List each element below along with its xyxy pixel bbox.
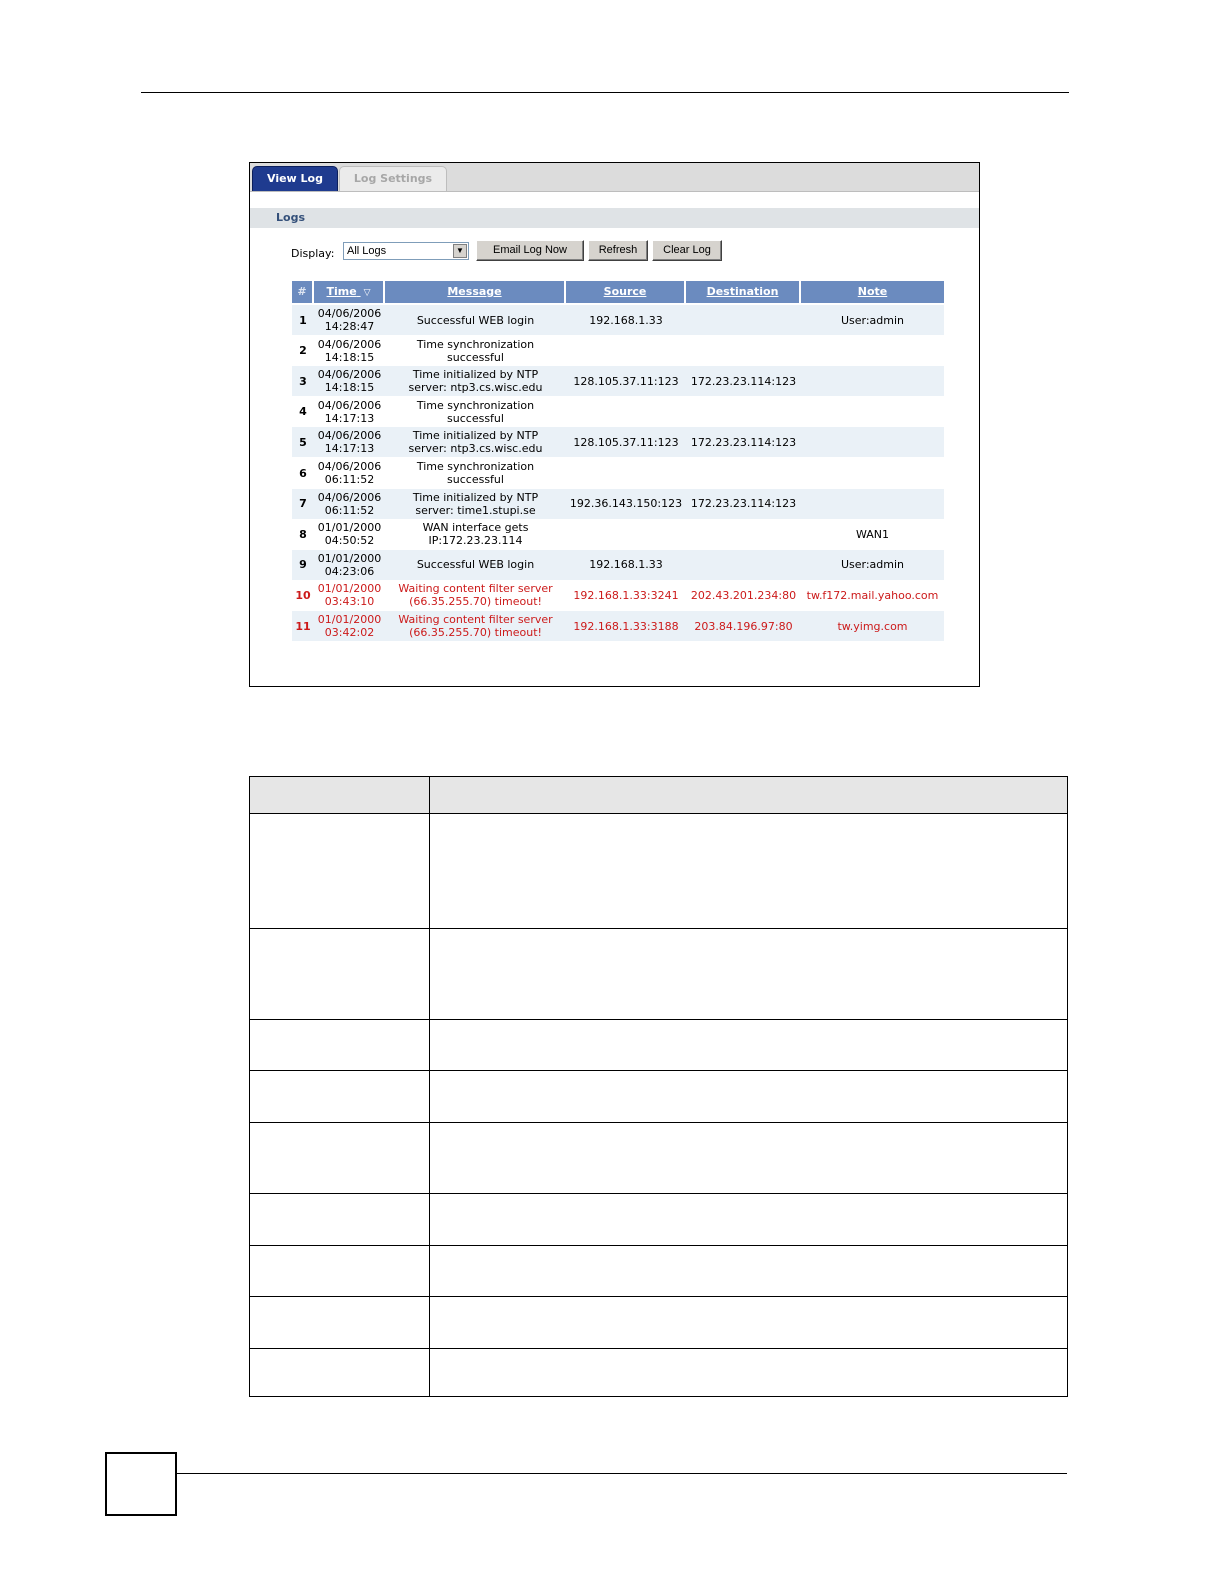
log-cell-source [566,519,686,549]
display-select-value: All Logs [347,245,387,257]
log-cell-note: User:admin [840,313,905,327]
description-row [250,1245,1067,1297]
log-cell-time [314,519,385,549]
field-description-table [249,776,1068,1397]
log-row [292,580,944,610]
log-cell-message [385,611,566,641]
logs-section-bar [250,208,979,228]
log-cell-message-line2: server: time1.stupi.se [415,503,536,517]
log-cell-source: 192.168.1.33:3241 [573,588,679,602]
log-cell-time-line1: 04/06/2006 [317,460,382,473]
log-cell-message-line1: WAN interface gets [422,521,529,535]
log-cell-message [385,489,566,519]
log-cell-note [801,366,944,396]
log-cell-destination: 172.23.23.114:123 [690,374,797,388]
log-cell-source: 128.105.37.11:123 [573,435,679,449]
log-cell-message-line2: (66.35.255.70) timeout! [409,626,542,639]
log-cell-note: tw.yimg.com [837,619,908,633]
display-select[interactable] [343,242,469,260]
log-cell-number: 1 [299,313,307,327]
log-cell-destination: 202.43.201.234:80 [690,588,797,602]
log-cell-message [385,366,566,396]
log-cell-destination: 203.84.196.97:80 [694,619,793,633]
log-cell-message [385,458,566,488]
log-cell-time [314,580,385,610]
log-cell-time-line1: 04/06/2006 [317,368,382,382]
log-cell-number: 9 [299,558,307,572]
log-cell-time [314,305,385,335]
log-cell-time-line2: 14:17:13 [324,442,375,456]
log-cell-note [801,336,944,366]
view-log-screenshot [249,162,980,687]
log-cell-note [801,489,944,519]
log-cell-time [314,366,385,396]
clear-log-button[interactable]: Clear Log [652,240,722,261]
log-cell-time-line2: 06:11:52 [324,503,375,517]
log-cell-time-lines [318,399,381,425]
log-cell-number: 2 [299,344,307,358]
log-cell-time-line1: 04/06/2006 [317,398,382,412]
log-cell-time-line1: 01/01/2000 [317,551,382,565]
column-header-time[interactable] [314,281,385,303]
log-cell-time-line1: 01/01/2000 [317,613,382,626]
log-cell-message-line1: Time initialized by NTP [412,490,539,504]
log-cell-time-line1: 04/06/2006 [317,490,382,504]
log-row [292,611,944,641]
log-cell-time [314,489,385,519]
log-cell-message-lines [409,429,543,455]
log-cell-destination [686,519,801,549]
log-cell-source [566,397,686,427]
log-cell-time [314,336,385,366]
page-number-box [105,1452,177,1516]
log-row [292,366,944,396]
log-cell-source [566,458,686,488]
log-cell-time-lines [318,429,381,455]
display-label: Display: [291,247,335,260]
log-cell-destination: 172.23.23.114:123 [690,435,797,449]
log-row [292,458,944,488]
log-cell-message-line2: successful [447,473,504,486]
log-cell-number: 11 [295,619,311,633]
column-header-time-label[interactable]: Time [326,285,357,298]
log-cell-message-line1: Time initialized by NTP [412,429,539,443]
log-cell-time-lines [318,368,381,394]
log-cell-message [385,550,566,580]
log-cell-number: 10 [295,588,311,602]
email-log-now-button[interactable]: Email Log Now [476,240,584,261]
log-cell-number: 3 [299,374,307,388]
log-cell-time-line1: 04/06/2006 [317,337,382,351]
log-cell-destination [686,305,801,335]
log-cell-message [385,580,566,610]
column-header-note[interactable]: Note [801,281,944,303]
log-cell-message-line1: Successful WEB login [416,558,535,572]
log-cell-time-lines [318,521,381,547]
refresh-button[interactable]: Refresh [588,240,648,261]
description-row [250,813,1067,929]
log-row [292,305,944,335]
tab-view-log[interactable]: View Log [252,166,338,191]
log-cell-message-line1: Waiting content filter server [398,582,553,596]
section-title: Logs [276,211,305,224]
log-cell-message-line1: Time initialized by NTP [412,368,539,382]
log-cell-message-lines [417,338,534,364]
log-cell-time-lines [318,613,381,639]
log-cell-destination [686,336,801,366]
log-cell-source: 192.168.1.33 [589,313,663,327]
log-cell-message-line1: Time synchronization [416,337,535,351]
log-cell-time-line1: 04/06/2006 [317,307,382,320]
log-cell-message [385,336,566,366]
log-cell-message-line1: Waiting content filter server [398,613,553,626]
log-cell-source: 192.36.143.150:123 [569,497,683,511]
log-cell-time [314,550,385,580]
log-row [292,519,944,549]
description-row [250,1019,1067,1071]
log-cell-message-line2: successful [447,350,504,364]
page-top-rule [141,92,1069,93]
log-cell-source [566,336,686,366]
log-cell-time-lines [318,307,381,333]
log-cell-time-line2: 14:28:47 [324,320,375,333]
log-cell-time-line1: 01/01/2000 [317,582,382,596]
log-cell-time-line2: 14:18:15 [324,381,375,395]
description-row [250,1193,1067,1246]
log-cell-destination [686,397,801,427]
log-cell-destination [686,550,801,580]
log-cell-message-line2: server: ntp3.cs.wisc.edu [408,381,543,395]
log-cell-note [801,427,944,457]
log-row [292,550,944,580]
log-cell-message-lines [398,582,552,608]
description-row [250,1070,1067,1123]
description-row [250,1122,1067,1194]
log-table-header [292,281,944,303]
log-cell-message-line1: Time synchronization [416,460,535,473]
log-cell-time-line2: 03:43:10 [324,595,375,609]
log-cell-number: 4 [299,405,307,419]
log-cell-message-line1: Successful WEB login [416,313,535,327]
log-cell-message [385,397,566,427]
description-column-divider [429,777,430,1396]
log-cell-message [385,519,566,549]
page-bottom-rule [177,1473,1067,1474]
log-cell-destination: 172.23.23.114:123 [690,497,797,511]
log-cell-source: 192.168.1.33:3188 [573,619,679,633]
log-cell-message [385,305,566,335]
log-row [292,427,944,457]
description-row [250,1296,1067,1349]
log-cell-time-line1: 04/06/2006 [317,429,382,443]
log-cell-message-line1: Time synchronization [416,398,535,412]
log-cell-time-lines [318,338,381,364]
log-cell-note [801,458,944,488]
log-cell-number: 5 [299,435,307,449]
log-cell-note: tw.f172.mail.yahoo.com [806,588,939,602]
log-cell-message-lines [417,399,534,425]
log-cell-message-line2: successful [447,411,504,425]
log-cell-time [314,458,385,488]
column-header-destination[interactable]: Destination [686,281,801,303]
log-cell-message-lines [413,491,538,517]
tab-bar [250,163,979,192]
log-cell-time-line2: 04:50:52 [324,534,375,548]
log-cell-number: 7 [299,497,307,511]
log-row [292,489,944,519]
log-cell-message-lines [417,314,534,327]
log-cell-message-line2: server: ntp3.cs.wisc.edu [408,442,543,456]
log-cell-message-lines [417,558,534,571]
chevron-down-icon[interactable]: ▼ [453,244,467,258]
log-cell-time-lines [318,460,381,486]
log-cell-message-lines [423,521,529,547]
log-cell-message-line2: (66.35.255.70) timeout! [409,595,542,609]
log-cell-time [314,611,385,641]
log-cell-note [801,397,944,427]
log-cell-destination [686,458,801,488]
log-cell-note: WAN1 [855,527,890,541]
log-cell-message-line2: IP:172.23.23.114 [428,534,523,548]
log-cell-source: 192.168.1.33 [589,558,663,572]
description-table-header [250,777,1067,814]
log-cell-time-lines [318,491,381,517]
log-cell-message [385,427,566,457]
log-cell-time-line2: 14:18:15 [324,350,375,364]
column-header-source[interactable]: Source [566,281,686,303]
column-header-message[interactable]: Message [385,281,566,303]
log-cell-message-lines [398,613,552,639]
log-cell-message-lines [409,368,543,394]
log-cell-time-lines [318,552,381,578]
log-cell-source: 128.105.37.11:123 [573,374,679,388]
log-row [292,336,944,366]
log-cell-time-line2: 04:23:06 [324,564,375,578]
log-cell-time-line2: 06:11:52 [324,473,375,486]
log-cell-message-lines [417,460,534,486]
tab-log-settings[interactable]: Log Settings [339,166,447,191]
column-header-number: # [292,281,314,303]
log-cell-note: User:admin [840,558,905,572]
log-row [292,397,944,427]
log-cell-time-line2: 14:17:13 [324,411,375,425]
log-cell-time-line1: 01/01/2000 [317,521,382,535]
log-cell-time-line2: 03:42:02 [324,626,375,639]
log-cell-number: 6 [299,466,307,480]
log-cell-time [314,397,385,427]
log-cell-number: 8 [299,527,307,541]
log-cell-time-lines [318,582,381,608]
sort-descending-icon[interactable]: ▽ [363,288,371,298]
log-cell-time [314,427,385,457]
description-row [250,928,1067,1020]
